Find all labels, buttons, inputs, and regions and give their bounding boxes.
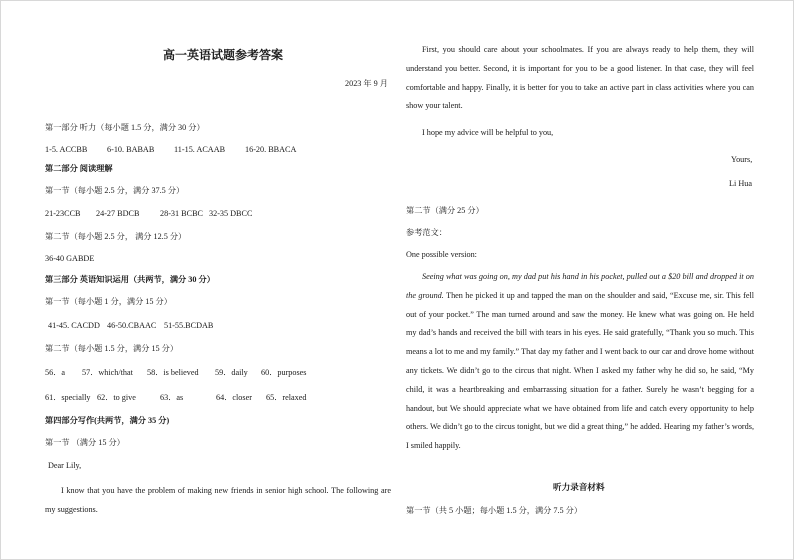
answer-group: 32-35 DBCC — [209, 209, 253, 218]
letter-signature: Li Hua — [729, 179, 752, 188]
answer-group: 21-23CCB — [45, 209, 81, 218]
answer-group: 11-15. ACAAB — [174, 145, 226, 154]
part1-heading: 第一部分 听力（每小题 1.5 分，满分 30 分） — [45, 123, 205, 132]
part3-section2: 第二节（每小题 1.5 分，满分 15 分） — [45, 344, 179, 353]
part3-section1: 第一节（每小题 1 分，满分 15 分） — [45, 297, 172, 306]
part2-heading: 第二部分 阅读理解 — [45, 164, 113, 173]
page-title: 高一英语试题参考答案 — [163, 48, 284, 62]
letter-paragraph-2-text: First, you should care about your schoolmates. If you are always ready to help them, they will understand you better. Second, it is important for you to be a good listener. In that case, they will feel comfortable and happy. Finally, it is better for you to take an active part in class activities where you can show your talent. — [406, 45, 754, 111]
letter-paragraph-1 — [45, 482, 391, 520]
answer-item: 62．to give — [97, 393, 136, 402]
answer-item: 63．as — [160, 393, 184, 402]
story-paragraph — [406, 268, 754, 456]
part3-heading: 第三部分 英语知识运用（共两节，满分 30 分） — [45, 275, 215, 284]
answer-group: 16-20. BBACA — [245, 145, 297, 154]
version-label: One possible version: — [406, 250, 477, 259]
answer-item: 64．closer — [216, 393, 252, 402]
letter-greeting: Dear Lily, — [48, 461, 82, 470]
part4-section1: 第一节 （满分 15 分） — [45, 438, 125, 447]
answer-item: 58．is believed — [147, 368, 199, 377]
letter-paragraph-3: I hope my advice will be helpful to you, — [422, 128, 554, 137]
letter-paragraph-2 — [406, 41, 754, 116]
letter-paragraph-1-text: I know that you have the problem of making new friends in senior high school. The following are my suggestions. — [45, 486, 391, 514]
answer-item: 60．purposes — [261, 368, 307, 377]
answer-item: 59．daily — [215, 368, 248, 377]
answer-group: 51-55.BCDAB — [164, 321, 214, 330]
answer-group: 24-27 BDCB — [96, 209, 140, 218]
answer-item: 61．specially — [45, 393, 91, 402]
answer-group: 1-5. ACCBB — [45, 145, 88, 154]
letter-closing: Yours, — [731, 155, 753, 164]
answer-group: 46-50.CBAAC — [107, 321, 157, 330]
story-continuation: Then he picked it up and tapped the man on the shoulder and said, “Excuse me, sir. This fell out of your pocket.” The man turned around and saw the money. He knew what was going on. He held my dad’s hands and received the bill with tears in his eyes. He said gratefully, “Thank you so much. This means a lot to me and my family.” That day my father and I went back to our car and drove home without any tickets. We didn’t go to the circus that night. When I asked my father why he did so, he said, “My child, it was a heartbreaking and embarrassing situation for a father. Surely he wasn’t begging for a handout, but We should appreciate what we have obtained from life and catch every opportunity to help others. We didn’t go to the circus tonight, but we did a great thing,” he added. Hearing my father’s words, I smiled happily. — [406, 290, 755, 451]
answer-group: 41-45. CACDD — [48, 321, 100, 330]
answer-group: 28-31 BCBC — [160, 209, 203, 218]
part2-section2-answers: 36-40 GABDE — [45, 254, 95, 263]
part2-section2: 第二节（每小题 2.5 分， 满分 12.5 分） — [45, 232, 187, 241]
answer-item: 65．relaxed — [266, 393, 307, 402]
answer-group: 6-10. BABAB — [107, 145, 155, 154]
answer-item: 56．a — [45, 368, 66, 377]
listening-title: 听力录音材料 — [553, 482, 605, 492]
sample-label: 参考范文： — [406, 228, 447, 237]
section2-heading: 第二节（满分 25 分） — [406, 206, 484, 215]
listening-section1: 第一节（共 5 小题；每小题 1.5 分，满分 7.5 分） — [406, 506, 583, 515]
story-opening-italic: Seeing what was going on, my dad put his hand in his pocket, pulled out a $20 bill and dropped it on the ground. — [406, 272, 754, 300]
part4-heading: 第四部分写作(共两节，满分 35 分) — [45, 416, 170, 425]
part2-section1: 第一节（每小题 2.5 分，满分 37.5 分） — [45, 186, 185, 195]
exam-date: 2023 年 9 月 — [345, 79, 388, 88]
answer-item: 57．which/that — [82, 368, 133, 377]
